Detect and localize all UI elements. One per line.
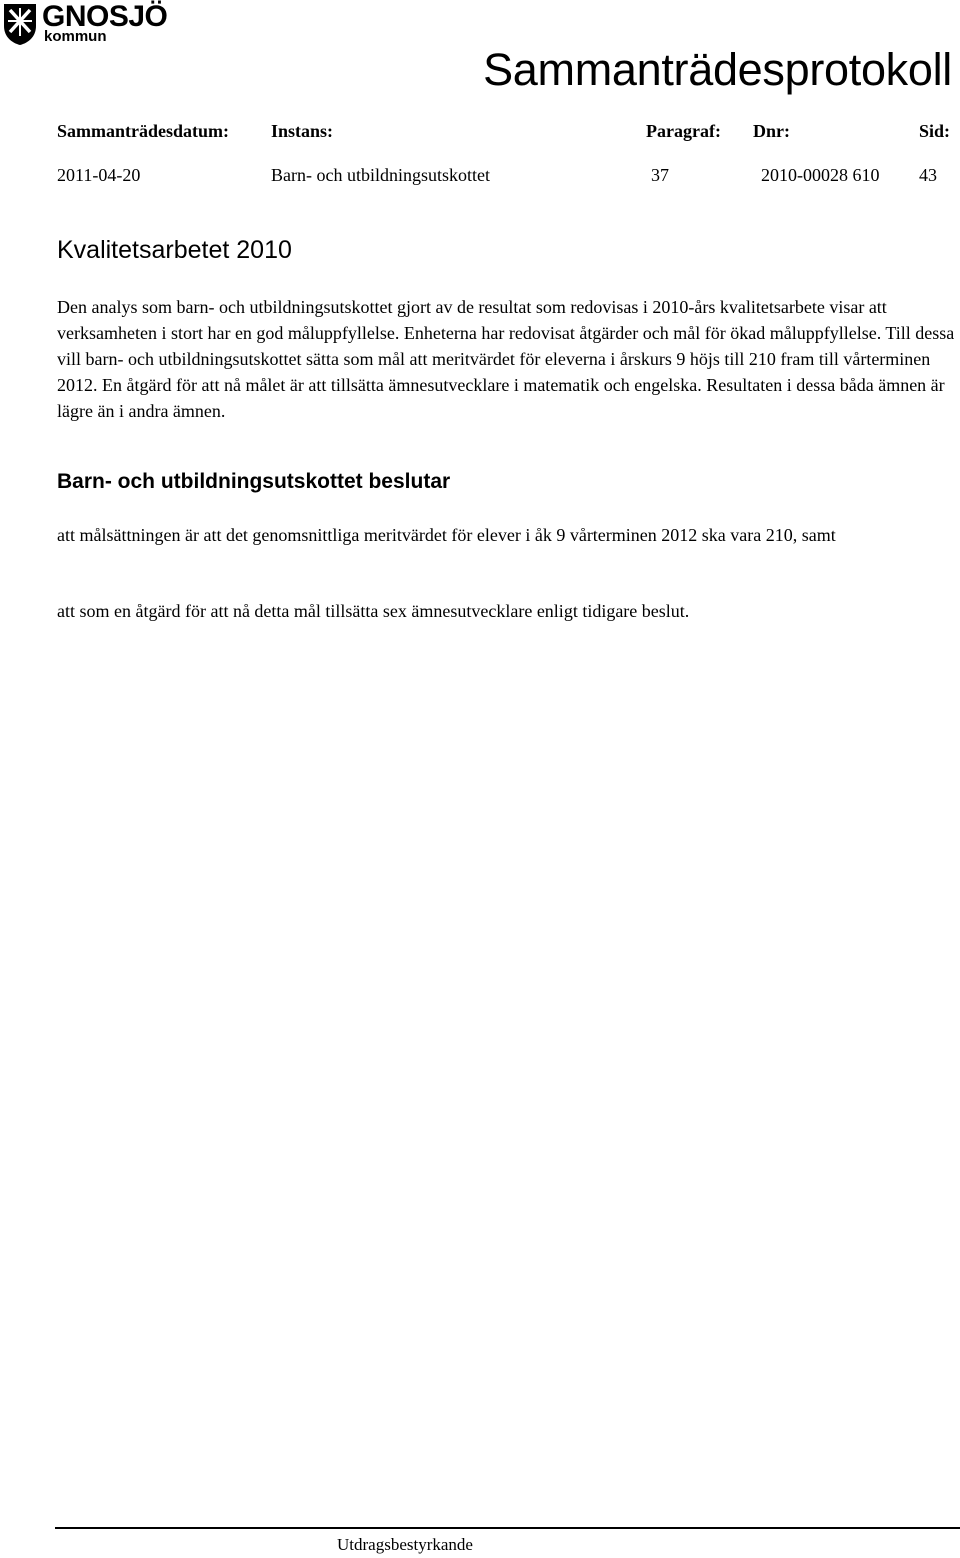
- label-paragraph: Paragraf:: [646, 121, 721, 141]
- footer-certification-label: Utdragsbestyrkande: [337, 1535, 473, 1554]
- value-paragraph: 37: [651, 165, 669, 185]
- label-instance: Instans:: [271, 121, 334, 141]
- label-dnr: Dnr:: [753, 121, 790, 141]
- value-dnr: 2010-00028 610: [761, 165, 880, 185]
- section-title-decision: Barn- och utbildningsutskottet beslutar: [57, 470, 451, 493]
- meta-values-row: [0, 165, 960, 189]
- value-instance: Barn- och utbildningsutskottet: [271, 165, 490, 185]
- footer-divider: [55, 1527, 960, 1529]
- label-date: Sammanträdesdatum:: [57, 121, 230, 141]
- section-title-quality: Kvalitetsarbetet 2010: [57, 236, 292, 264]
- document-title: Sammanträdesprotokoll: [483, 44, 952, 95]
- value-page: 43: [919, 165, 937, 185]
- meta-labels-row: [0, 121, 960, 145]
- coat-of-arms-icon: [2, 2, 38, 46]
- logo-subtitle: kommun: [44, 28, 107, 45]
- value-date: 2011-04-20: [57, 165, 141, 185]
- label-page: Sid:: [918, 121, 950, 141]
- decision-item-1: att målsättningen är att det genomsnittliga meritvärdet för elever i åk 9 vårterminen 2012 ska vara 210, samt: [57, 525, 836, 545]
- municipality-logo: [2, 2, 172, 48]
- section-body-quality: Den analys som barn- och utbildningsutskottet gjort av de resultat som redovisas i 2010-års kvalitetsarbete visar att verksamheten i stort har en god måluppfyllelse. Enheterna har redovisat åtgärder och mål för ökad måluppfyllelse. Till dessa vill barn- och utbildningsutskottet sätta som mål att meritvärdet för eleverna i årskurs 9 höjs till 210 fram till vårterminen 2012. En åtgärd för att nå målet är att tillsätta ämnesutvecklare i matematik och engelska. Resultaten i dessa båda ämnen är lägre än i andra ämnen.: [57, 297, 955, 421]
- logo-name: GNOSJÖ: [42, 0, 168, 33]
- decision-item-2: att som en åtgärd för att nå detta mål tillsätta sex ämnesutvecklare enligt tidigare beslut.: [57, 601, 690, 621]
